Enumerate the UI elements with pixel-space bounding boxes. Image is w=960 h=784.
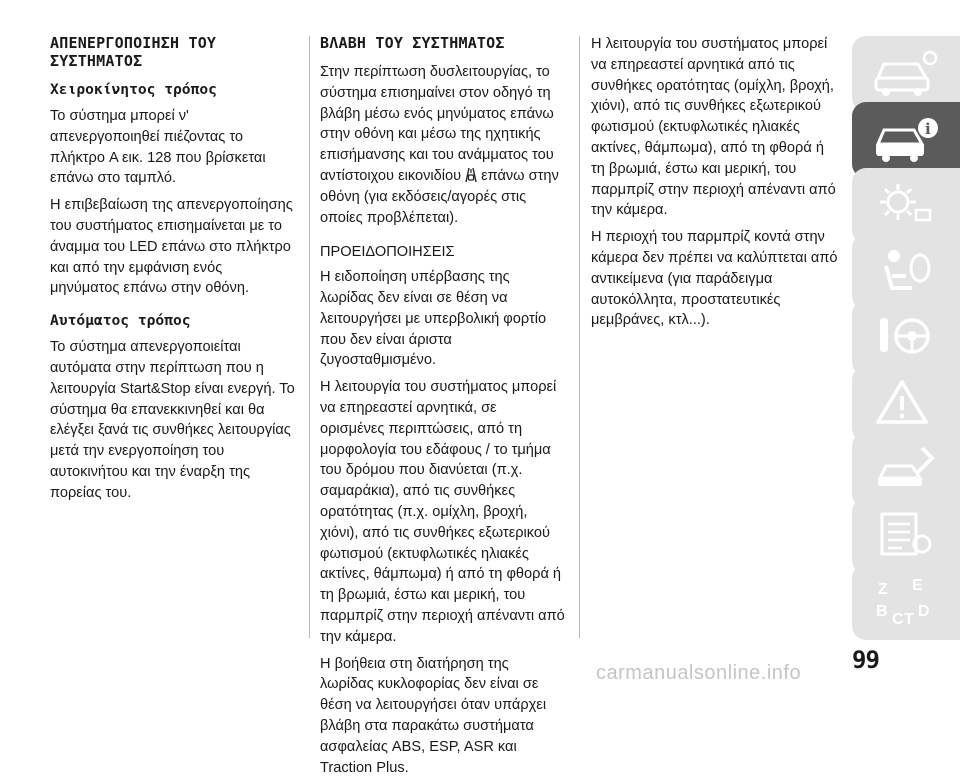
watermark: carmanualsonline.info [596,662,802,684]
paragraph-fault-1a: Στην περίπτωση δυσλειτουργίας, το σύστημα επισημαίνει στον οδηγό τη βλάβη μέσω ενός μηνύματος επάνω στην οθόνη και μέσω της ηχητικής επισήμανσης και του ανάμματος του αντίστοιχου εικονιδίου [320,64,554,184]
paragraph-auto-1: Το σύστημα απενεργοποιείται αυτόματα στην περίπτωση που η λειτουργία Start&Stop είναι ενεργή. Το σύστημα θα επανεκκινηθεί και θα ελέγξει ξανά τις συνθήκες λειτουργίας μετά την ενεργοποίηση του αυτοκινήτου και την έναρξη της πορείας του. [50,339,295,501]
tab-car-info[interactable] [852,102,960,178]
steering-key-icon [872,312,940,364]
tab-lights[interactable] [852,168,960,244]
index-letter-z: Z [878,581,888,598]
column-1 [50,34,295,510]
paragraph-col3-1: Η λειτουργία του συστήματος μπορεί να επηρεαστεί αρνητικά από τις συνθήκες ορατότητας (ομίχλη, βροχή, χιόνι), από τις συνθήκες εξωτερικού φωτισμού (εκτυφλωτικές ηλιακές ακτίνες, θάμπωμα), από τη φθορά ή τη βρωμιά, έστω και μερική, του παρμπρίζ στην περιοχή απέναντι από την κάμερα. [591,36,836,219]
index-letter-t: T [904,611,914,628]
car-dashboard-icon [872,48,940,100]
warning-triangle-icon [872,378,940,430]
index-letters-icon [872,576,940,628]
paragraph-warn-2: Η λειτουργία του συστήματος μπορεί να επηρεαστεί αρνητικά, σε ορισμένες περιπτώσεις, από τη μορφολογία του εδάφους / το τμήμα του δρόμου που διανύεται (π.χ. σαμαράκια), από τις συνθήκες ορατότητας (π.χ. ομίχλη, βροχή, χιόνι), από τις συνθήκες εξωτερικού φωτισμού (εκτυφλωτικές ηλιακές ακτίνες, θάμπωμα) ή από τη φθορά ή τη βρωμιά, έστω και μερική, του παρμπρίζ στην περιοχή απέναντι από την κάμερα. [320,379,565,645]
tab-specifications[interactable] [852,498,960,574]
tab-index[interactable] [852,564,960,640]
index-letter-d: D [918,603,930,620]
warnings-title: ΠΡΟΕΙΔΟΠΟΙΗΣΕΙΣ [320,244,455,261]
index-letter-c: C [892,611,904,628]
wrench-car-icon [872,444,940,496]
tab-maintenance[interactable] [852,432,960,508]
page-number: 99 [852,646,879,674]
paragraph-warn-3: Η βοήθεια στη διατήρηση της λωρίδας κυκλοφορίας δεν είναι σε θέση να λειτουργήσει όταν υπάρχει βλάβη στα παρακάτω συστήματα ασφαλείας ABS, ESP, ASR και Traction Plus. [320,655,547,776]
paragraph-fault-1b: επάνω στην οθόνη (για εκδόσεις/αγορές στις οποίες προβλέπεται). [320,167,559,226]
section-heading-deactivation: ΑΠΕΝΕΡΓΟΠΟΙΗΣΗ ΤΟΥ ΣΥΣΤΗΜΑΤΟΣ [50,34,217,70]
lights-icon [872,180,940,232]
column-3 [591,34,841,337]
subheading-auto-mode: Αυτόματος τρόπος [50,312,191,330]
index-letter-b: B [876,603,888,620]
paragraph-fault-1 [320,62,565,228]
tab-seat-airbag[interactable] [852,234,960,310]
tab-car-dashboard[interactable] [852,36,960,112]
column-divider-2 [579,36,580,638]
paragraph-col3-2: Η περιοχή του παρμπρίζ κοντά στην κάμερα δεν πρέπει να καλύπτεται από αντικείμενα (για παράδειγμα αυτοκόλλητα, προστατευτικές μεμβράνες, κτλ...). [591,229,838,329]
section-heading-fault: ΒΛΑΒΗ ΤΟΥ ΣΥΣΤΗΜΑΤΟΣ [320,34,505,52]
tab-steering-key[interactable] [852,300,960,376]
paragraph-manual-1: Το σύστημα μπορεί ν' απενεργοποιηθεί πιέζοντας το πλήκτρο A εικ. 128 που βρίσκεται επάνω στο ταμπλό. [50,108,266,187]
subheading-manual-mode: Χειροκίνητος τρόπος [50,81,217,98]
svg-text:i: i [925,120,931,138]
paragraph-manual-2: Η επιβεβαίωση της απενεργοποίησης του συστήματος επισημαίνεται με το άναμμα του LED επάνω στο πλήκτρο και από την εμφάνιση ενός μηνύματος επάνω στην οθόνη. [50,197,293,297]
seat-airbag-icon [872,246,940,298]
index-letter-e: E [912,577,923,594]
column-2 [320,34,565,784]
lane-fault-icon [463,167,479,183]
spec-list-icon [872,510,940,562]
paragraph-warn-1: Η ειδοποίηση υπέρβασης της λωρίδας δεν είναι σε θέση να λειτουργήσει με υπερβολική φορτίο που δεν είναι άριστα ζυγοσταθμισμένο. [320,269,547,369]
tab-warning[interactable] [852,366,960,442]
car-info-icon [872,114,940,166]
column-divider-1 [309,36,310,638]
